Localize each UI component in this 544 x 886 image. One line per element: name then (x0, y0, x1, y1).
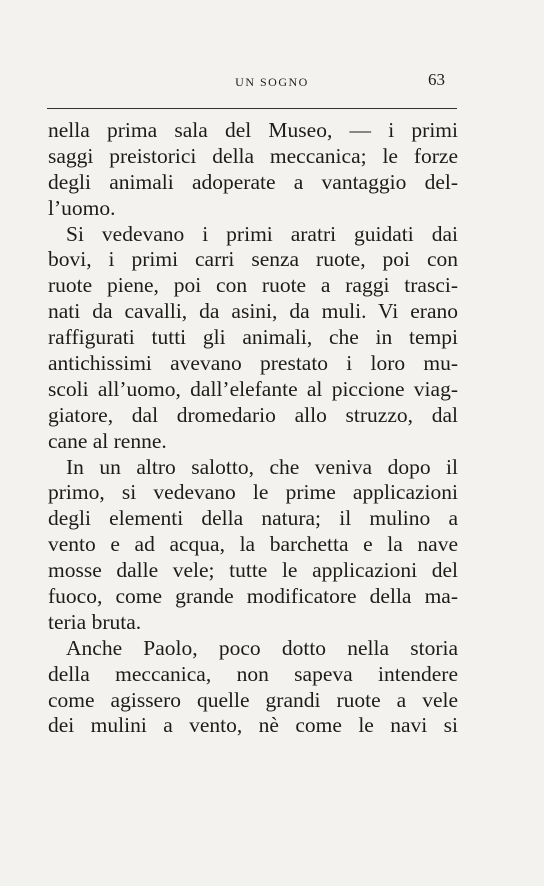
body-text (48, 118, 458, 739)
text-line: fuoco, come grande modificatore della ma- (48, 584, 458, 609)
text-line: teria bruta. (48, 609, 142, 634)
text-line: saggi preistorici della meccanica; le forze (48, 143, 458, 168)
text-line: Si vedevano i primi aratri guidati dai (66, 221, 458, 246)
header-rule (47, 108, 457, 109)
text-line: giatore, dal dromedario allo struzzo, dal (48, 402, 458, 427)
text-line: vento e ad acqua, la barchetta e la nave (48, 532, 458, 557)
page-number: 63 (428, 70, 445, 89)
text-line: dei mulini a vento, nè come le navi si (48, 713, 458, 738)
text-line: nati da cavalli, da asini, da muli. Vi erano (48, 299, 458, 324)
text-line: cane al renne. (48, 428, 167, 453)
text-line: ruote piene, poi con ruote a raggi trasci- (48, 273, 458, 298)
text-line: In un altro salotto, che veniva dopo il (66, 454, 458, 479)
text-line: nella prima sala del Museo, — i primi (48, 118, 458, 142)
text-line: antichissimi avevano prestato i loro mu- (48, 351, 458, 376)
text-line: come agissero quelle grandi ruote a vele (48, 687, 458, 712)
text-line: primo, si vedevano le prime applicazioni (48, 480, 458, 505)
text-line: raffigurati tutti gli animali, che in tempi (48, 325, 458, 350)
text-line: della meccanica, non sapeva intendere (48, 661, 458, 686)
text-line: mosse dalle vele; tutte le applicazioni del (48, 558, 458, 583)
text-line: degli elementi della natura; il mulino a (48, 506, 458, 531)
text-line: scoli all’uomo, dall’elefante al piccione viag- (48, 376, 458, 401)
running-title: UN SOGNO (235, 75, 309, 89)
text-line: l’uomo. (48, 195, 116, 220)
text-line: Anche Paolo, poco dotto nella storia (66, 635, 458, 660)
text-line: degli animali adoperate a vantaggio del- (48, 169, 458, 194)
text-line: bovi, i primi carri senza ruote, poi con (48, 247, 458, 272)
